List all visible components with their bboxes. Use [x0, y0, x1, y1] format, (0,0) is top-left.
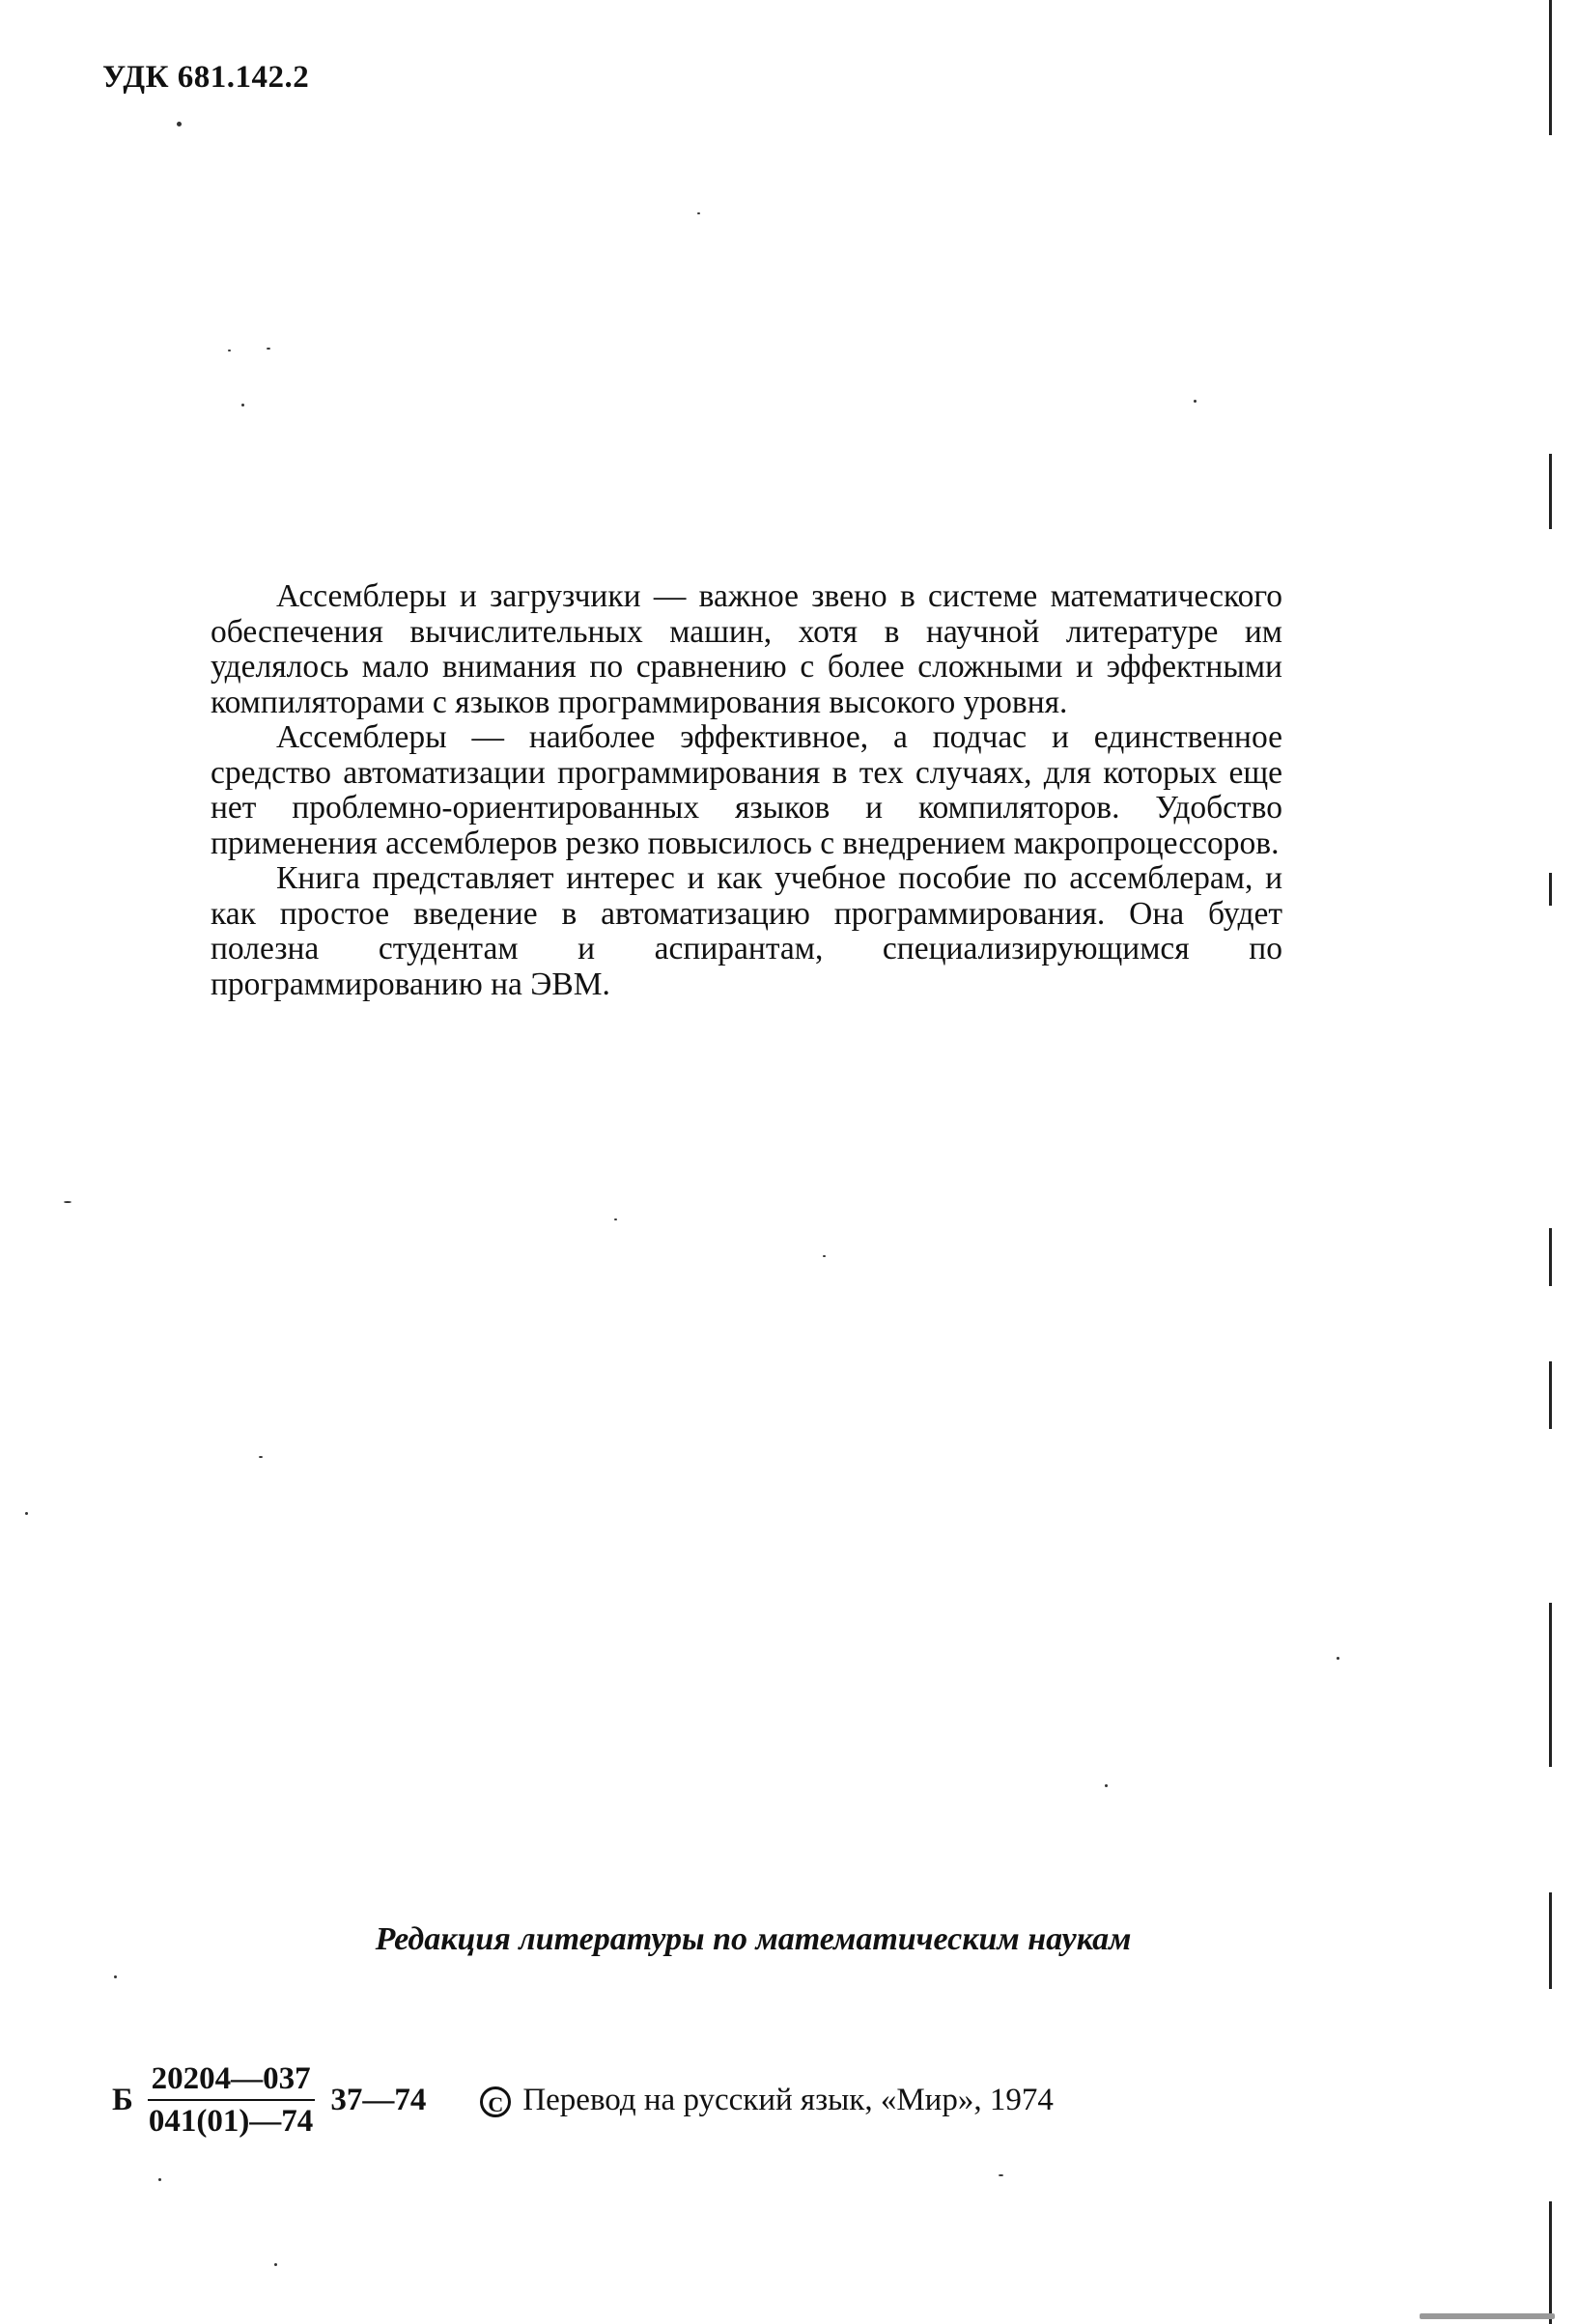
copyright-text: Перевод на русский язык, «Мир», 1974: [522, 2082, 1054, 2117]
imprint-numerator: 20204—037: [148, 2060, 315, 2101]
scan-edge-mark: [1549, 454, 1552, 529]
annotation-paragraph-3: Книга представляет интерес и как учебное пособие по ассемблерам, и как простое введение в автоматизацию программирования. Она будет полезна студентам и аспирантам, специализирующимся по программированию на ЭВМ.: [211, 860, 1282, 1002]
scan-speck: [177, 122, 182, 126]
scan-speck: [267, 348, 270, 350]
scan-speck: [25, 1512, 28, 1515]
scan-speck: [274, 2263, 277, 2266]
scan-edge-mark: [1549, 0, 1552, 135]
udk-classification: УДК 681.142.2: [102, 60, 310, 95]
scan-speck: [823, 1255, 826, 1257]
imprint-fraction: [145, 2060, 317, 2140]
imprint-denominator: 041(01)—74: [148, 2104, 314, 2139]
scan-speck: [259, 1456, 263, 1458]
scan-speck: [228, 350, 231, 351]
scan-speck: [241, 404, 244, 406]
scan-speck: [1337, 1657, 1339, 1660]
editorial-office-line: Редакция литературы по математическим наукам: [375, 1921, 1132, 1957]
annotation-text: [211, 579, 1282, 1002]
scan-edge-mark: [1549, 873, 1552, 906]
scan-edge-mark: [1549, 1361, 1552, 1429]
copyright-icon: C: [480, 2086, 511, 2117]
scan-speck: [614, 1218, 617, 1220]
scan-edge-mark: [1549, 1892, 1552, 1989]
imprint-letter: Б: [112, 2082, 133, 2117]
scan-edge-mark: [1549, 1603, 1552, 1767]
scan-speck: [999, 2174, 1003, 2176]
scan-edge-mark: [1549, 2201, 1552, 2324]
annotation-paragraph-2: Ассемблеры — наиболее эффективное, а подчас и единственное средство автоматизации программирования в тех случаях, для которых еще нет проблемно-ориентированных языков и компиляторов. Удобство применения ассемблеров резко повысилось с внедрением макропроцессоров.: [211, 719, 1282, 861]
scan-speck: [158, 2178, 161, 2181]
scan-speck: [1194, 400, 1197, 403]
scan-speck: [1420, 2313, 1555, 2319]
copyright-notice: [480, 2083, 1054, 2118]
scan-speck: [114, 1975, 117, 1978]
scan-edge-mark: [1549, 1228, 1552, 1286]
scan-speck: [697, 212, 700, 214]
annotation-paragraph-1: Ассемблеры и загрузчики — важное звено в системе математического обеспечения вычислительных машин, хотя в научной литературе им уделялось мало внимания по сравнению с более сложными и эффектными компиляторами с языков программирования высокого уровня.: [211, 578, 1282, 720]
imprint-code: 37—74: [330, 2082, 427, 2117]
scan-speck: [1105, 1784, 1108, 1787]
scan-speck: [64, 1201, 71, 1203]
publication-imprint: [112, 2057, 1054, 2143]
